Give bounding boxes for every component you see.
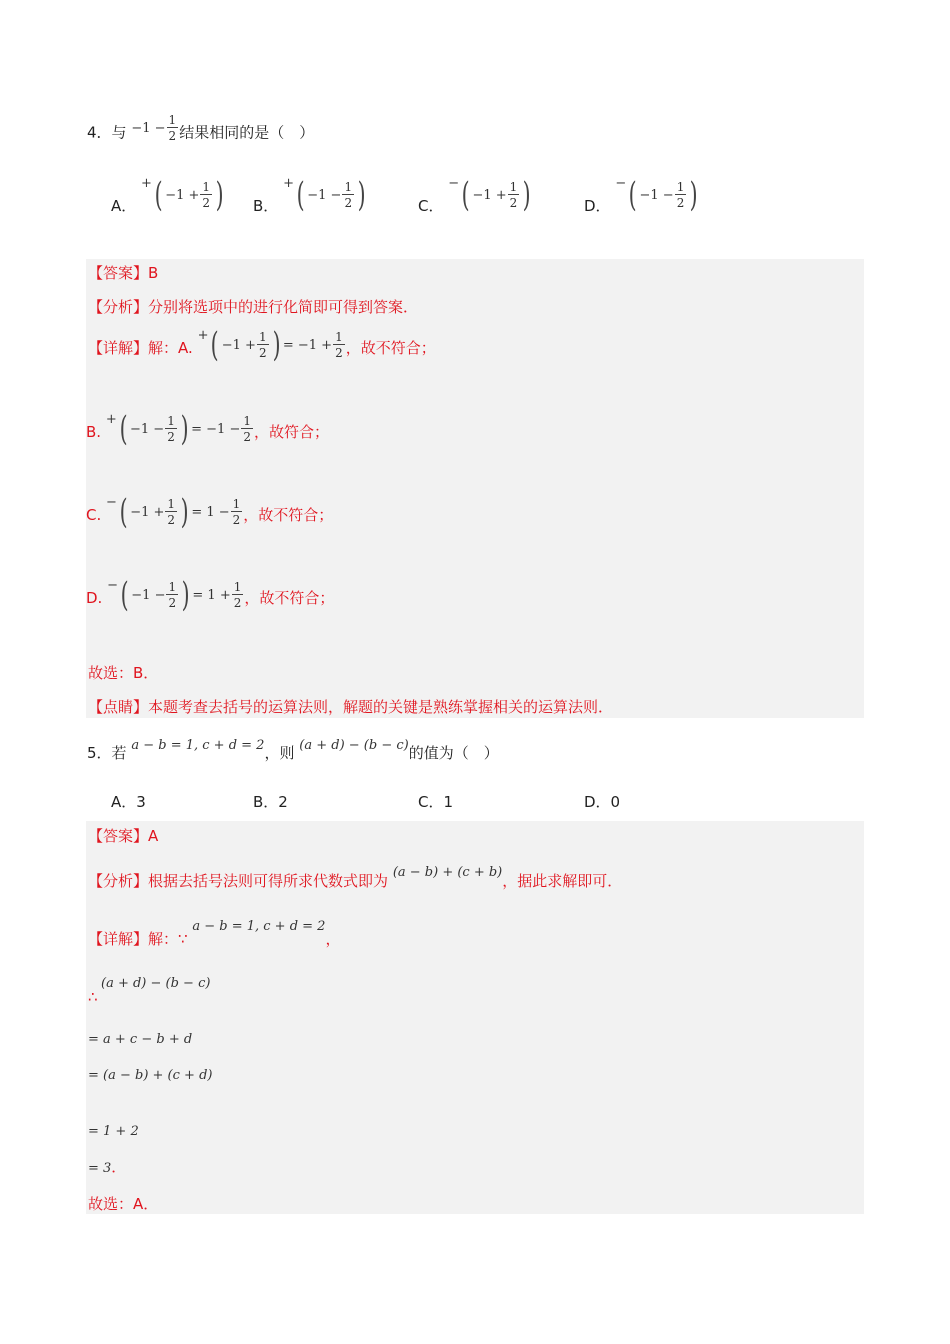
q4-answer: 【答案】B — [88, 264, 159, 282]
q4-analysis: 【分析】分别将选项中的进行化简即可得到答案． — [88, 298, 419, 316]
q5-choose: 故选：A． — [88, 1195, 159, 1213]
q5-step-5: = 3． — [88, 1158, 127, 1176]
q5-analysis: 【分析】根据去括号法则可得所求代数式即为 (a − b) + (c + b)，据此求解即可． — [88, 865, 623, 890]
q5-option-d[interactable]: D．0 — [584, 793, 621, 811]
q4-detail-d: D. −( −1 − $\frac{1}{2}$ ) = 1 + $\frac{1}{2}$ ，故不符合； — [86, 575, 335, 615]
q5-analysis-expression: (a − b) + (c + b) — [392, 865, 503, 880]
q4-expression: −1 − $\frac{1}{2}$ — [131, 113, 177, 143]
q5-step-2: = a + c − b + d — [88, 1032, 193, 1047]
q5-stem: 5．若 a − b = 1, c + d = 2，则 (a + d) − (b − c)的值为（ ） — [87, 738, 499, 762]
q4-option-d[interactable]: D． −( −1 − $\frac{1}{2}$ ) — [584, 175, 698, 215]
q5-option-b[interactable]: B．2 — [253, 793, 288, 811]
q5-expression: (a + d) − (b − c) — [299, 738, 409, 753]
q4-note: 【点睛】本题考查去括号的运算法则，解题的关键是熟练掌握相关的运算法则． — [88, 698, 614, 716]
q4-option-b[interactable]: B． +( −1 − $\frac{1}{2}$ ) — [253, 175, 366, 215]
q4-choose: 故选：B． — [88, 664, 159, 682]
q5-condition: a − b = 1, c + d = 2 — [131, 738, 265, 753]
q4-detail-c: C. −( −1 + $\frac{1}{2}$ ) = 1 − $\frac{1}{2}$ ，故不符合； — [86, 492, 334, 532]
q4-stem: 4．与 −1 − $\frac{1}{2}$ 结果相同的是（ ） — [87, 113, 315, 143]
q4-option-a[interactable]: A． +( −1 + $\frac{1}{2}$ ) — [111, 175, 224, 215]
q5-step-4: = 1 + 2 — [88, 1124, 139, 1139]
q4-option-c[interactable]: C． −( −1 + $\frac{1}{2}$ ) — [418, 175, 531, 215]
q5-therefore: ∴ — [88, 988, 98, 1006]
q5-step-1: (a + d) − (b − c) — [101, 976, 211, 991]
q4-detail-a: 【详解】解：A. +( −1 + $\frac{1}{2}$ ) = −1 + $\frac{1}{2}$ ，故不符合； — [88, 325, 436, 365]
q5-detail-expression: a − b = 1, c + d = 2 — [192, 919, 326, 934]
q4-detail-b: B. +( −1 − $\frac{1}{2}$ ) = −1 − $\frac{1}{2}$ ，故符合； — [86, 409, 329, 449]
q5-answer: 【答案】A — [88, 827, 159, 845]
q5-step-3: = (a − b) + (c + d) — [88, 1068, 213, 1083]
q5-detail: 【详解】解：∵ a − b = 1, c + d = 2， — [88, 919, 341, 948]
q5-option-c[interactable]: C．1 — [418, 793, 454, 811]
q5-option-a[interactable]: A．3 — [111, 793, 146, 811]
